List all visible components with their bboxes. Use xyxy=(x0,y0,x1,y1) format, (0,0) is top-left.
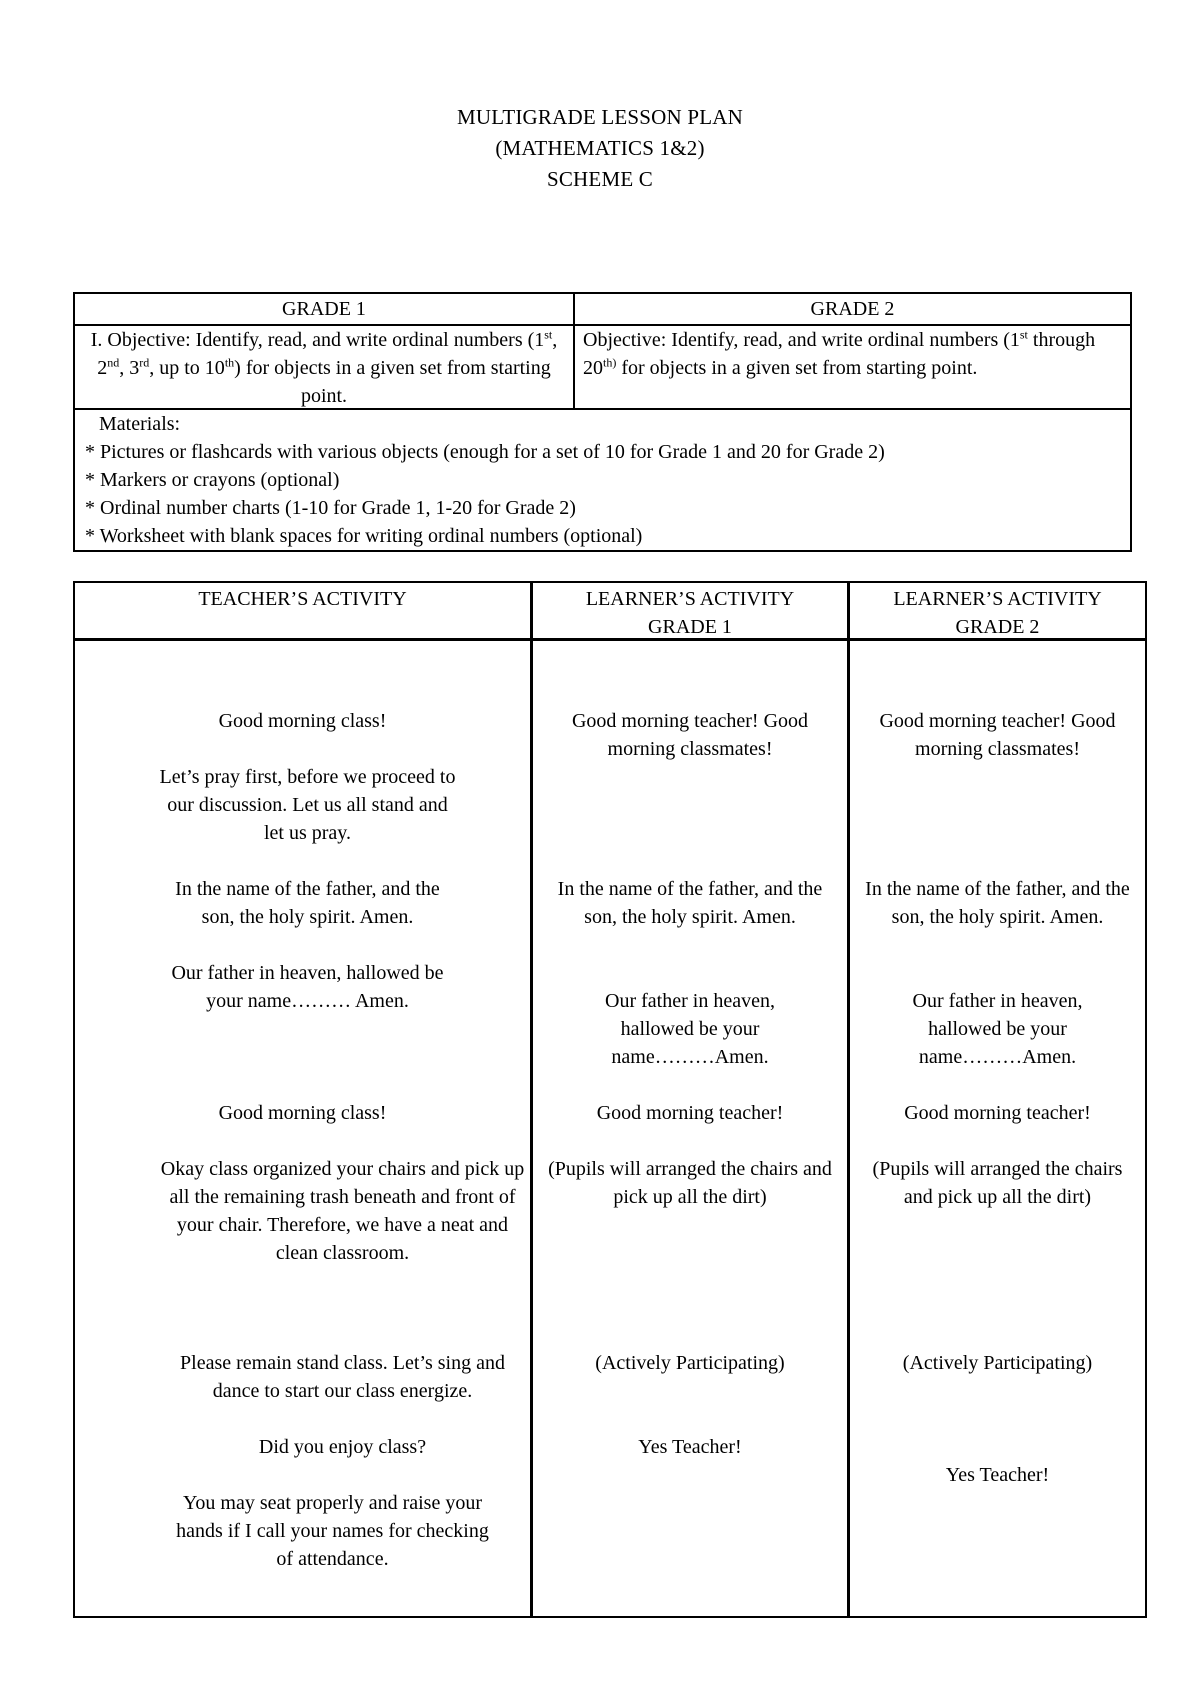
teacher-greeting: Good morning class! xyxy=(218,710,387,732)
grade2-objective: Objective: Identify, read, and write ordinal numbers (1st through $20^{th)}$ for objects in a given set from starting point. xyxy=(583,327,1096,379)
materials-label: Materials: xyxy=(99,413,181,435)
teacher-greeting-2: Good morning class! xyxy=(218,1102,387,1124)
grade2-header-line2: GRADE 2 xyxy=(955,616,1040,638)
grade1-greeting: Good morning teacher! Good morning classmates! xyxy=(571,710,809,760)
grade1-header: GRADE 1 xyxy=(75,294,575,324)
title-line-3: SCHEME C xyxy=(546,167,654,191)
grade2-greeting-2: Good morning teacher! xyxy=(904,1102,1091,1124)
grade2-greeting: Good morning teacher! Good morning classmates! xyxy=(879,710,1116,760)
teacher-activity-column xyxy=(75,641,533,1616)
objectives-header-row xyxy=(75,294,1130,326)
grade1-objective: I. Objective: Identify, read, and write ordinal numbers (1st, 2nd, 3rd, up to 10th) for objects in a given set from starting point. xyxy=(75,326,575,408)
teacher-prayer-intro: Let’s pray first, before we proceed to our discussion. Let us all stand and let us pray. xyxy=(159,766,456,844)
grade2-activity-header xyxy=(850,583,1145,638)
teacher-header-label: TEACHER’S ACTIVITY xyxy=(198,588,407,610)
title-line-2: (MATHEMATICS 1&2) xyxy=(495,136,705,160)
grade1-header-line1: LEARNER’S ACTIVITY xyxy=(585,588,795,610)
grade1-sign-of-cross: In the name of the father, and the son, the holy spirit. Amen. xyxy=(557,878,823,928)
materials-item: * Pictures or flashcards with various objects (enough for a set of 10 for Grade 1 and 20 for Grade 2) xyxy=(85,441,885,463)
grade2-header-line1: LEARNER’S ACTIVITY xyxy=(893,588,1102,610)
teacher-sign-of-cross: In the name of the father, and the son, the holy spirit. Amen. xyxy=(175,878,440,928)
grade1-yes-teacher: Yes Teacher! xyxy=(638,1436,742,1458)
grade2-activity-column xyxy=(850,641,1145,1616)
grade1-activity-column xyxy=(533,641,850,1616)
teacher-our-father: Our father in heaven, hallowed be your name……… Amen. xyxy=(171,962,444,1012)
grade1-arrange-chairs: (Pupils will arranged the chairs and pick up all the dirt) xyxy=(548,1158,832,1208)
grade1-participating: (Actively Participating) xyxy=(595,1352,785,1374)
grade1-header-line2: GRADE 1 xyxy=(648,616,732,638)
grade2-participating: (Actively Participating) xyxy=(902,1352,1093,1374)
grade2-sign-of-cross: In the name of the father, and the son, the holy spirit. Amen. xyxy=(865,878,1130,928)
title-line-1: MULTIGRADE LESSON PLAN xyxy=(457,105,743,129)
document-title xyxy=(0,102,1200,195)
activities-body xyxy=(75,641,1145,1616)
objectives-row xyxy=(75,326,1130,410)
materials-section xyxy=(75,410,1130,550)
materials-item: * Markers or crayons (optional) xyxy=(85,469,340,491)
grade2-our-father: Our father in heaven, hallowed be your name………Amen. xyxy=(912,990,1083,1068)
activities-header-row xyxy=(75,583,1145,641)
grade2-yes-teacher: Yes Teacher! xyxy=(945,1464,1050,1486)
grade2-arrange-chairs: (Pupils will arranged the chairs and pick up all the dirt) xyxy=(872,1158,1123,1208)
grade1-activity-header xyxy=(533,583,850,638)
teacher-enjoy-question: Did you enjoy class? xyxy=(258,1436,427,1458)
objectives-table xyxy=(73,292,1132,552)
teacher-attendance: You may seat properly and raise your hands if I call your names for checking of attendance. xyxy=(176,1492,489,1570)
grade2-header: GRADE 2 xyxy=(810,298,895,320)
grade1-our-father: Our father in heaven, hallowed be your name………Amen. xyxy=(605,990,775,1068)
materials-item: * Worksheet with blank spaces for writing ordinal numbers (optional) xyxy=(85,525,643,547)
activities-table xyxy=(73,581,1147,1618)
grade1-greeting-2: Good morning teacher! xyxy=(596,1102,784,1124)
teacher-organize-chairs: Okay class organized your chairs and pick up all the remaining trash beneath and front of your chair. Therefore, we have a neat and clean classroom. xyxy=(160,1158,525,1264)
materials-item: * Ordinal number charts (1-10 for Grade 1, 1-20 for Grade 2) xyxy=(85,497,576,519)
teacher-energizer: Please remain stand class. Let’s sing and dance to start our class energize. xyxy=(180,1352,505,1402)
teacher-activity-header xyxy=(75,583,533,638)
